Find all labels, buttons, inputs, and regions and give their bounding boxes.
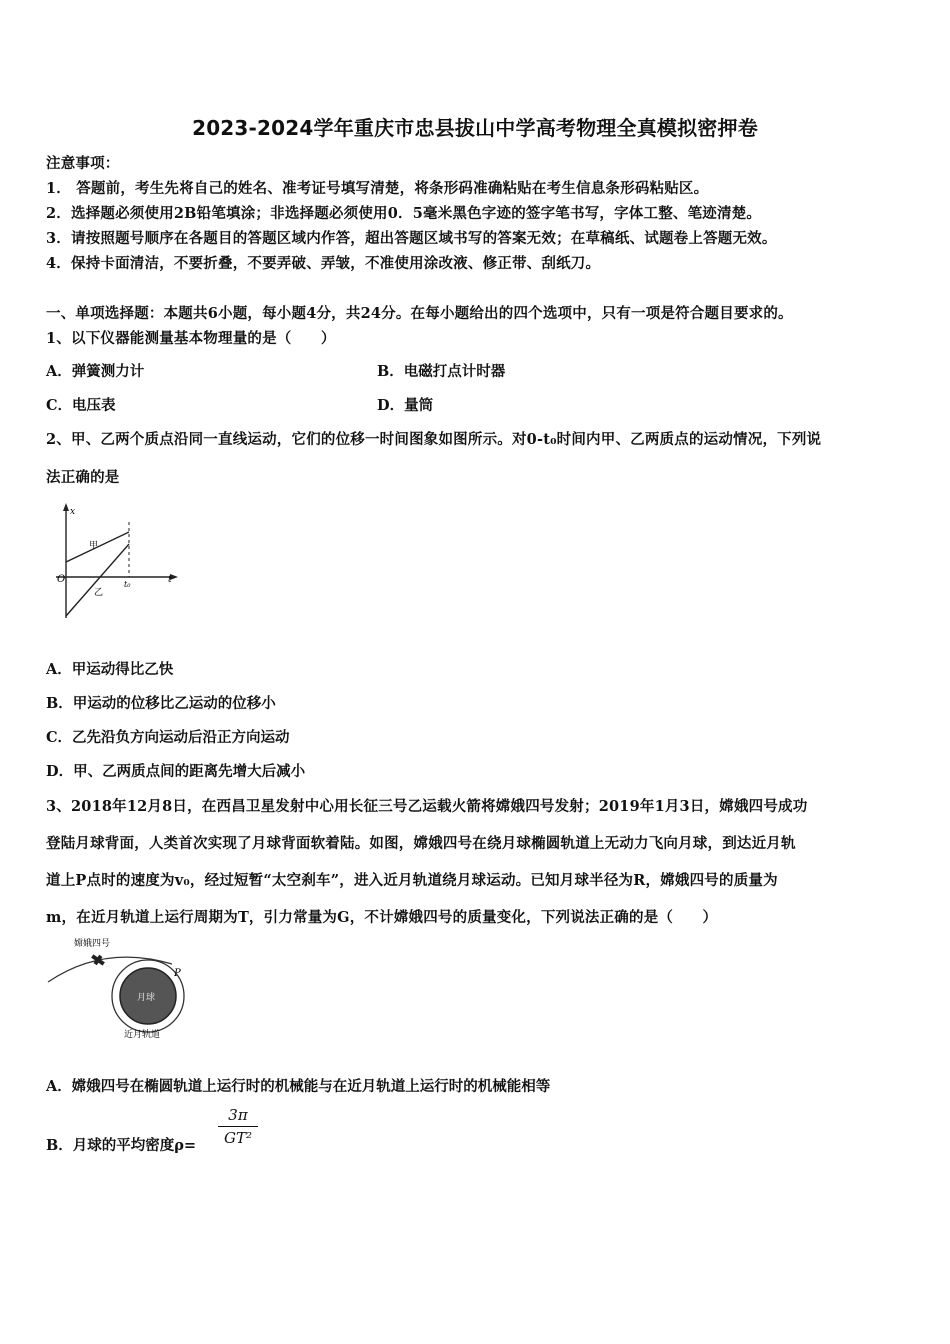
notice-item-2: 2．选择题必须使用2B铅笔填涂；非选择题必须使用0．5毫米黑色字迹的签字笔书写，字体工整、笔迹清楚。	[46, 205, 762, 222]
notice-heading: 注意事项：	[46, 155, 120, 172]
q3-stem-line3: 道上P点时的速度为v₀，经过短暂“太空刹车”，进入近月轨道绕月球运动。已知月球半径为R，嫦娥四号的质量为	[46, 872, 778, 889]
page-title: 2023-2024学年重庆市忠县拔山中学高考物理全真模拟密押卷	[192, 116, 758, 140]
moon-label: 月球	[137, 993, 156, 1003]
jia-label: 甲	[89, 541, 99, 551]
fraction-numerator: 3π	[228, 1106, 248, 1124]
q2-option-c: C．乙先沿负方向运动后沿正方向运动	[46, 729, 290, 746]
q3-option-b: B．月球的平均密度ρ=	[46, 1137, 197, 1154]
notice-item-1: 1． 答题前，考生先将自己的姓名、准考证号填写清楚，将条形码准确粘贴在考生信息条形码粘贴区。	[46, 180, 709, 197]
notice-item-4: 4．保持卡面清洁，不要折叠，不要弄破、弄皱，不准使用涂改液、修正带、刮纸刀。	[46, 255, 601, 272]
q2-option-a: A．甲运动得比乙快	[46, 661, 174, 678]
fraction-denominator: GT²	[218, 1126, 258, 1147]
q2-option-b: B．甲运动的位移比乙运动的位移小	[46, 695, 276, 712]
density-fraction	[218, 1106, 258, 1147]
q3-stem-line1: 3、2018年12月8日，在西昌卫星发射中心用长征三号乙运载火箭将嫦娥四号发射；2019年1月3日，嫦娥四号成功	[46, 798, 808, 815]
q1-option-b: B．电磁打点计时器	[377, 363, 506, 380]
q2-stem-line1: 2、甲、乙两个质点沿同一直线运动，它们的位移一时间图象如图所示。对0-t₀时间内甲、乙两质点的运动情况，下列说	[46, 431, 822, 448]
section-heading: 一、单项选择题：本题共6小题，每小题4分，共24分。在每小题给出的四个选项中，只有一项是符合题目要求的。	[46, 305, 793, 322]
point-p-label: P	[174, 968, 181, 979]
x-axis-label: t	[168, 575, 172, 585]
probe-label: 嫦娥四号	[74, 939, 111, 949]
orbit-label: 近月轨道	[124, 1030, 161, 1040]
q1-option-a: A．弹簧测力计	[46, 363, 145, 380]
origin-label: O	[57, 574, 66, 585]
y-axis-label: x	[70, 507, 76, 517]
probe-icon	[89, 952, 106, 968]
q1-option-d: D．量筒	[377, 397, 434, 414]
notice-item-3: 3．请按照题号顺序在各题目的答题区域内作答，超出答题区域书写的答案无效；在草稿纸、试题卷上答题无效。	[46, 230, 777, 247]
t0-label: t₀	[124, 580, 131, 589]
lunar-orbit-diagram	[44, 934, 194, 1042]
yi-line	[66, 544, 129, 616]
q2-stem-line2: 法正确的是	[46, 469, 120, 486]
q2-option-d: D．甲、乙两质点间的距离先增大后减小	[46, 763, 306, 780]
q1-stem: 1、以下仪器能测量基本物理量的是（ ）	[46, 330, 336, 347]
q3-option-a: A．嫦娥四号在椭圆轨道上运行时的机械能与在近月轨道上运行时的机械能相等	[46, 1078, 551, 1095]
displacement-time-graph	[52, 500, 182, 626]
q1-option-c: C．电压表	[46, 397, 116, 414]
yi-label: 乙	[94, 588, 104, 598]
q3-stem-line2: 登陆月球背面，人类首次实现了月球背面软着陆。如图，嫦娥四号在绕月球椭圆轨道上无动力飞向月球，到达近月轨	[46, 835, 796, 852]
q3-stem-line4: m，在近月轨道上运行周期为T，引力常量为G，不计嫦娥四号的质量变化，下列说法正确的是（ ）	[46, 909, 718, 926]
